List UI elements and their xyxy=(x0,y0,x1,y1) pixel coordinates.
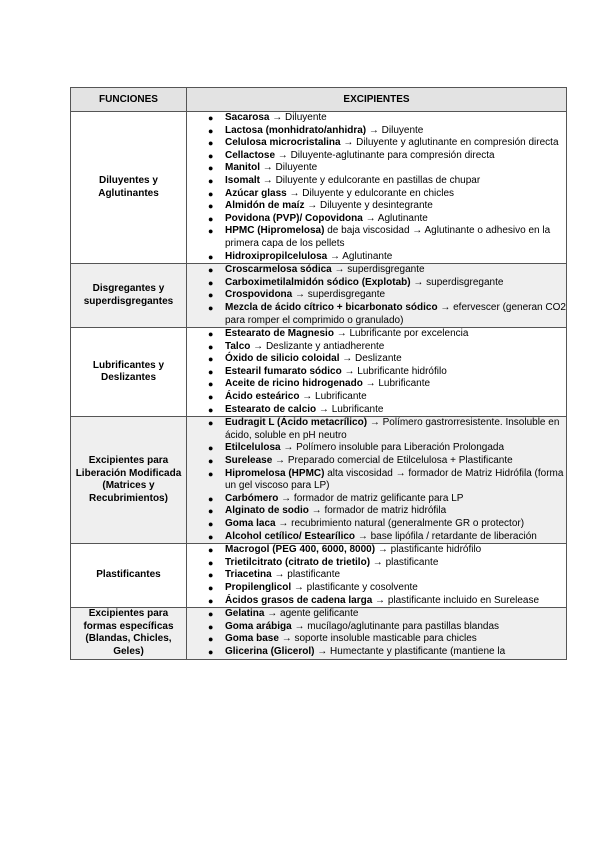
list-item xyxy=(187,621,566,634)
bullet-icon: ● xyxy=(208,354,214,365)
bullet-icon: ● xyxy=(208,404,214,415)
bullet-icon: ● xyxy=(208,595,214,606)
excipient-description: → Deslizante y antiadherente xyxy=(250,340,385,352)
excipient-description: → superdisgregante xyxy=(331,264,425,276)
bullet-icon: ● xyxy=(208,302,214,313)
list-item xyxy=(187,505,566,518)
bullet-icon: ● xyxy=(208,582,214,593)
list-item xyxy=(187,353,566,366)
excipient-description: → plastificante xyxy=(370,556,439,568)
table-header-row xyxy=(71,88,567,112)
excipient-description: → recubrimiento natural (generalmente GR o protector) xyxy=(275,518,525,529)
excipient-description: → Preparado comercial de Etilcelulosa + Plastificante xyxy=(272,455,513,467)
excipient-description: → Deslizante xyxy=(339,353,402,365)
table-row xyxy=(71,608,567,659)
bullet-icon: ● xyxy=(208,113,214,123)
excipient-name: Alcohol cetílico/ Estearílico xyxy=(225,530,356,542)
excipient-description: → plastificante hidrófilo xyxy=(375,544,482,556)
bullet-icon: ● xyxy=(208,290,214,301)
list-item xyxy=(187,582,566,595)
function-cell: Diluyentes y Aglutinantes xyxy=(71,112,187,264)
excipient-name: Mezcla de ácido cítrico + bicarbonato sódico xyxy=(225,301,438,313)
excipient-name: Aceite de ricino hidrogenado xyxy=(225,378,363,390)
list-item xyxy=(187,531,566,544)
excipient-description: → Lubrificante xyxy=(299,391,367,403)
bullet-icon: ● xyxy=(208,125,214,136)
bullet-icon: ● xyxy=(208,265,214,276)
excipient-description: → Aglutinante xyxy=(362,212,428,224)
excipient-description: → Diluyente-aglutinante para compresión directa xyxy=(275,149,495,161)
excipient-description: → Lubrificante por excelencia xyxy=(333,328,469,340)
bullet-icon: ● xyxy=(208,201,214,212)
excipient-name: Glicerina (Glicerol) xyxy=(225,645,315,657)
excipient-name: Manitol xyxy=(225,162,260,174)
excipient-name: Surelease xyxy=(225,455,273,467)
bullet-icon: ● xyxy=(208,456,214,467)
excipient-description: → Lubrificante xyxy=(316,403,384,415)
table-row xyxy=(71,544,567,608)
excipient-name: Sacarosa xyxy=(225,112,270,123)
excipient-description: → Diluyente y aglutinante en compresión directa xyxy=(340,137,559,149)
bullet-icon: ● xyxy=(208,277,214,288)
excipient-name: Azúcar glass xyxy=(225,187,287,199)
bullet-icon: ● xyxy=(208,366,214,377)
bullet-icon: ● xyxy=(208,570,214,581)
excipient-description: → Diluyente xyxy=(260,162,318,174)
table-row xyxy=(71,112,567,264)
list-item xyxy=(187,112,566,125)
excipient-name: Propilenglicol xyxy=(225,581,292,593)
excipient-description: → plastificante incluido en Surelease xyxy=(372,594,540,606)
bullet-icon: ● xyxy=(208,621,214,632)
excipient-name: Etilcelulosa xyxy=(225,442,281,454)
list-item xyxy=(187,137,566,150)
list-item xyxy=(187,264,566,277)
list-item xyxy=(187,200,566,213)
bullet-icon: ● xyxy=(208,519,214,529)
function-cell: Excipientes para formas específicas (Blandas, Chicles, Geles) xyxy=(71,608,187,659)
bullet-icon: ● xyxy=(208,213,214,224)
excipient-name: Celulosa microcristalina xyxy=(225,137,341,149)
excipient-name: Cellactose xyxy=(225,149,276,161)
excipient-name: Carbómero xyxy=(225,492,279,504)
excipient-name: Eudragit L (Ácido metacrílico) xyxy=(225,417,368,429)
list-item xyxy=(187,455,566,468)
bullet-icon: ● xyxy=(208,341,214,352)
excipients-cell xyxy=(187,417,567,544)
excipient-description: → Lubrificante hidrófilo xyxy=(341,365,447,377)
list-item xyxy=(187,251,566,264)
excipient-description: → Lubrificante xyxy=(362,378,431,390)
excipient-list xyxy=(187,264,566,327)
excipient-description: → Diluyente y desintegrante xyxy=(304,200,433,212)
excipient-name: Goma base xyxy=(225,633,279,645)
list-item xyxy=(187,175,566,188)
excipient-description: → Aglutinante xyxy=(327,250,393,262)
list-item xyxy=(187,366,566,379)
function-cell: Lubrificantes y Deslizantes xyxy=(71,328,187,417)
excipient-list xyxy=(187,608,566,658)
excipient-name: Isomalt xyxy=(225,174,261,186)
excipient-description: → formador de matriz hidrófila xyxy=(308,505,447,517)
list-item xyxy=(187,188,566,201)
list-item xyxy=(187,468,566,493)
table-row xyxy=(71,328,567,417)
excipient-description: → superdisgregante xyxy=(410,276,504,288)
table-row xyxy=(71,417,567,544)
excipient-name: Ácido esteárico xyxy=(225,391,300,403)
bullet-icon: ● xyxy=(208,251,214,262)
excipient-list xyxy=(187,417,566,543)
list-item xyxy=(187,493,566,506)
list-item xyxy=(187,378,566,391)
excipient-description: alta viscosidad → formador de Matriz Hidrófila (forma un gel viscoso para LP) xyxy=(225,467,564,492)
excipient-name: Hidroxipropilcelulosa xyxy=(225,250,328,262)
excipient-list xyxy=(187,112,566,263)
list-item xyxy=(187,391,566,404)
bullet-icon: ● xyxy=(208,557,214,568)
list-item xyxy=(187,595,566,608)
bullet-icon: ● xyxy=(208,545,214,556)
bullet-icon: ● xyxy=(208,418,214,429)
excipient-name: Ácidos grasos de cadena larga xyxy=(225,594,373,606)
excipients-cell xyxy=(187,112,567,264)
function-cell: Disgregantes y superdisgregantes xyxy=(71,264,187,328)
excipient-description: → Diluyente y edulcorante en pastillas de chupar xyxy=(260,174,481,186)
excipient-description: → mucílago/aglutinante para pastillas blandas xyxy=(291,620,500,632)
list-item xyxy=(187,633,566,646)
excipient-description: → Humectante y plastificante (mantiene la xyxy=(314,645,506,657)
bullet-icon: ● xyxy=(208,634,214,645)
excipient-description: → efervescer (generan CO2 para romper el comprimido o granulado) xyxy=(225,301,566,326)
list-item xyxy=(187,225,566,250)
excipient-description: → plastificante y cosolvente xyxy=(291,581,418,593)
list-item xyxy=(187,569,566,582)
bullet-icon: ● xyxy=(208,188,214,199)
list-item xyxy=(187,277,566,290)
excipient-description: → base lipófila / retardante de liberación xyxy=(355,530,537,542)
excipient-name: Crospovidona xyxy=(225,289,293,301)
excipient-name: Gelatina xyxy=(225,608,265,620)
bullet-icon: ● xyxy=(208,531,214,542)
excipient-name: Almidón de maíz xyxy=(225,200,305,212)
list-item xyxy=(187,328,566,341)
list-item xyxy=(187,608,566,621)
bullet-icon: ● xyxy=(208,443,214,454)
list-item xyxy=(187,544,566,557)
bullet-icon: ● xyxy=(208,506,214,517)
excipient-list xyxy=(187,544,566,607)
excipient-name: Óxido de silicio coloidal xyxy=(225,353,340,365)
table-body xyxy=(71,112,567,660)
excipient-name: Carboximetilalmidón sódico (Explotab) xyxy=(225,276,411,288)
excipient-name: Alginato de sodio xyxy=(225,505,309,517)
bullet-icon: ● xyxy=(208,163,214,174)
excipient-name: Estearato de Magnesio xyxy=(225,328,334,340)
excipient-description: → agente gelificante xyxy=(264,608,359,620)
excipients-cell xyxy=(187,328,567,417)
excipient-description: → Diluyente xyxy=(366,124,424,136)
bullet-icon: ● xyxy=(208,379,214,390)
excipient-name: Goma laca xyxy=(225,518,276,529)
list-item xyxy=(187,341,566,354)
excipient-description: → Polímero insoluble para Liberación Prolongada xyxy=(280,442,505,454)
bullet-icon: ● xyxy=(208,609,214,620)
list-item xyxy=(187,162,566,175)
bullet-icon: ● xyxy=(208,150,214,161)
excipient-name: Estearato de calcio xyxy=(225,403,317,415)
excipients-cell xyxy=(187,608,567,659)
list-item xyxy=(187,518,566,531)
excipient-description: de baja viscosidad → Aglutinante o adhesivo en la primera capa de los pellets xyxy=(225,225,551,249)
excipient-name: Trietilcitrato (citrato de trietilo) xyxy=(225,556,371,568)
table-row xyxy=(71,264,567,328)
list-item xyxy=(187,442,566,455)
excipient-name: Povidona (PVP)/ Copovidona xyxy=(225,212,363,224)
excipient-name: HPMC (Hipromelosa) xyxy=(225,225,325,237)
function-cell: Excipientes para Liberación Modificada (Matrices y Recubrimientos) xyxy=(71,417,187,544)
excipient-description: → Polímero gastrorresistente. Insoluble en ácido, soluble en pH neutro xyxy=(225,417,560,441)
excipient-list xyxy=(187,328,566,416)
list-item xyxy=(187,213,566,226)
excipient-name: Macrogol (PEG 400, 6000, 8000) xyxy=(225,544,376,556)
bullet-icon: ● xyxy=(208,226,214,237)
excipients-cell xyxy=(187,544,567,608)
bullet-icon: ● xyxy=(208,493,214,504)
excipient-name: Goma arábiga xyxy=(225,620,292,632)
function-cell: Plastificantes xyxy=(71,544,187,608)
excipient-name: Talco xyxy=(225,340,251,352)
bullet-icon: ● xyxy=(208,329,214,340)
header-excipientes: EXCIPIENTES xyxy=(187,88,567,112)
list-item xyxy=(187,289,566,302)
excipient-description: → plastificante xyxy=(271,569,341,581)
excipients-table xyxy=(70,87,567,660)
excipient-description: → formador de matriz gelificante para LP xyxy=(278,492,464,504)
excipient-description: → superdisgregante xyxy=(292,289,386,301)
bullet-icon: ● xyxy=(208,646,214,657)
excipient-name: Hipromelosa (HPMC) xyxy=(225,467,325,479)
excipient-description: → soporte insoluble masticable para chicles xyxy=(278,633,477,645)
bullet-icon: ● xyxy=(208,175,214,186)
excipient-description: → Diluyente y edulcorante en chicles xyxy=(286,187,455,199)
list-item xyxy=(187,646,566,659)
excipient-name: Estearil fumarato sódico xyxy=(225,365,342,377)
bullet-icon: ● xyxy=(208,468,214,479)
bullet-icon: ● xyxy=(208,138,214,149)
excipient-description: → Diluyente xyxy=(269,112,327,123)
header-funciones: FUNCIONES xyxy=(71,88,187,112)
excipient-name: Lactosa (monhidrato/anhidra) xyxy=(225,124,367,136)
excipient-name: Croscarmelosa sódica xyxy=(225,264,332,276)
list-item xyxy=(187,125,566,138)
excipient-name: Triacetina xyxy=(225,569,272,581)
bullet-icon: ● xyxy=(208,392,214,403)
list-item xyxy=(187,302,566,327)
list-item xyxy=(187,417,566,442)
excipients-cell xyxy=(187,264,567,328)
list-item xyxy=(187,150,566,163)
list-item xyxy=(187,557,566,570)
list-item xyxy=(187,404,566,417)
